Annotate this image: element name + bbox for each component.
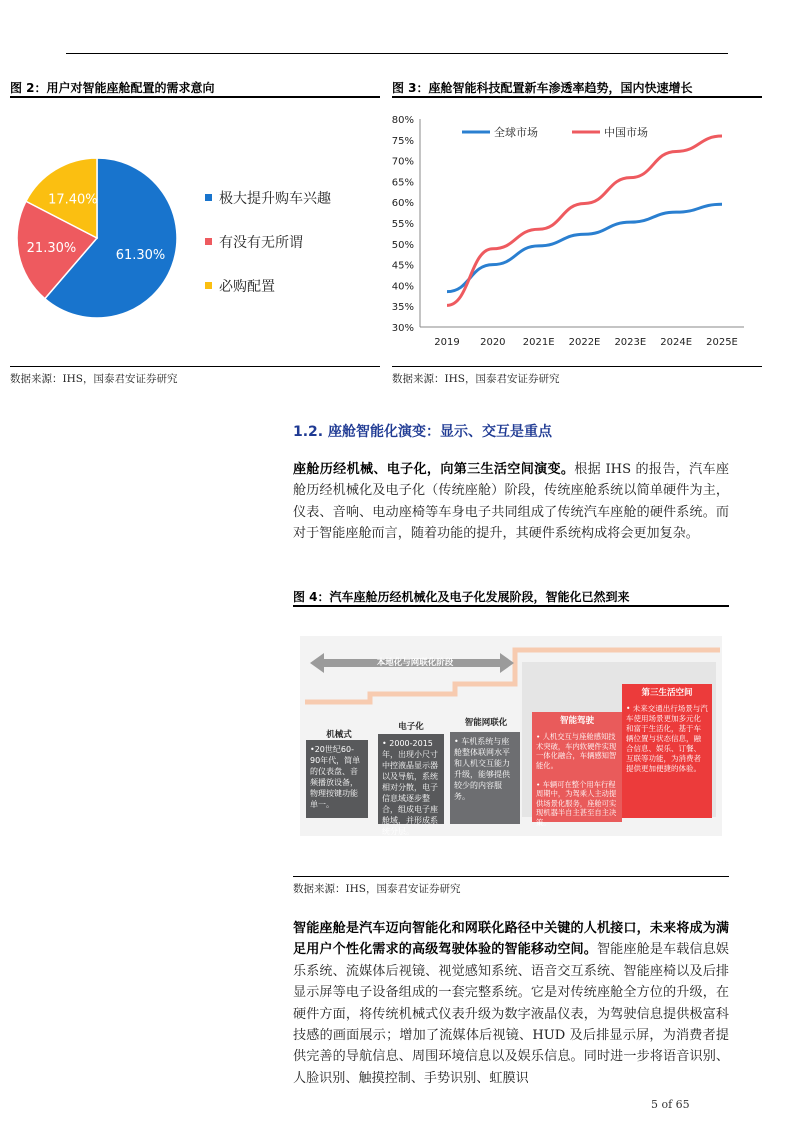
figure4-title-rule (293, 605, 729, 607)
y-tick-label: 35% (391, 302, 414, 314)
figure2-bottom-rule (10, 366, 380, 367)
y-tick-label: 80% (391, 115, 414, 126)
figure4-stage-3-title: 智能网联化 (464, 718, 508, 728)
y-tick-label: 50% (391, 239, 414, 251)
figure4-stage-1-title: 机械式 (326, 730, 352, 740)
pie-legend-swatch (205, 238, 212, 245)
pie-legend-label: 必购配置 (219, 279, 275, 295)
x-tick-label: 2025E (706, 337, 738, 348)
figure3-title: 图 3：座舱智能科技配置新车渗透率趋势，国内快速增长 (392, 81, 693, 95)
figure4-stage-1-box: •20世纪60-90年代，简单的仪表盘、音频播放设备，物理按键功能单一。 (306, 740, 368, 818)
figure3-line-chart (380, 105, 780, 360)
figure4-source: 数据来源：IHS，国泰君安证券研究 (293, 883, 461, 895)
pie-legend-swatch (205, 194, 212, 201)
figure3-source: 数据来源：IHS，国泰君安证券研究 (392, 373, 560, 385)
figure4-stage-2-box: • 2000-2015年，出现小尺寸中控液晶显示器以及导航，系统相对分散，电子信息域逐步整合，组成电子座舱域，并形成系统分层。 (378, 734, 444, 824)
figure4-bottom-rule (293, 876, 729, 877)
y-tick-label: 65% (391, 177, 414, 189)
y-tick-label: 70% (391, 156, 414, 168)
paragraph-cabin-evolution-lead: 座舱历经机械、电子化，向第三生活空间演变。 (293, 462, 575, 477)
line-series-2 (447, 136, 722, 305)
pie-legend-label: 有没有无所谓 (219, 235, 303, 251)
header-rule (66, 53, 728, 54)
figure2-source: 数据来源：IHS，国泰君安证券研究 (10, 373, 178, 385)
figure4-stage-4-title: 智能驾驶 (532, 712, 622, 728)
figure4-stage-4-box: • 人机交互与座舱感知技术突破，车内软硬件实现一体化融合，车辆感知智能化。 • 车辆可在整个用车行程周期中，为驾乘人主动提供场景化服务，座舱可实现机器半自主甚至自主决策。 (532, 728, 622, 822)
paragraph-smart-cabin-body: 智能座舱是车载信息娱乐系统、流媒体后视镜、视觉感知系统、语音交互系统、智能座椅以及后排显示屏等电子设备组成的一套完整系统。它是对传统座舱全方位的升级，在硬件方面，将传统机械式仪表升级为数字液晶仪表，为驾驶信息提供极富科技感的画面展示；增加了流媒体后视镜、HUD 及后排显示屏，为消费者提供完善的导航信息、周围环境信息以及娱乐信息。同时进一步将语音识别、人脸识别、触摸控制、手势识别、虹膜识 (293, 942, 730, 1086)
y-tick-label: 75% (391, 135, 414, 147)
x-tick-label: 2020 (480, 337, 506, 348)
legend-label: 全球市场 (494, 126, 538, 139)
figure2-title-rule (10, 96, 380, 98)
x-tick-label: 2019 (434, 337, 460, 348)
x-tick-label: 2023E (614, 337, 647, 348)
x-tick-label: 2021E (522, 337, 555, 348)
y-tick-label: 55% (391, 219, 414, 230)
figure4-stage-2-title: 电子化 (398, 722, 424, 732)
figure3-bottom-rule (392, 366, 762, 367)
figure4-title: 图 4：汽车座舱历经机械化及电子化发展阶段，智能化已然到来 (293, 590, 630, 604)
pie-slice-label: 21.30% (26, 240, 77, 256)
y-tick-label: 40% (391, 281, 414, 293)
y-tick-label: 45% (391, 260, 414, 272)
pie-legend-label: 极大提升购车兴趣 (219, 191, 331, 207)
x-tick-label: 2022E (568, 337, 601, 348)
y-tick-label: 60% (391, 198, 414, 210)
paragraph-smart-cabin-lead: 智能座舱是汽车迈向智能化和网联化路径中关键的人机接口，未来将成为满足用户个性化需求的高级驾驶体验的智能移动空间。 (293, 921, 729, 958)
figure2-pie-chart (0, 130, 380, 350)
line-series-1 (447, 204, 722, 291)
paragraph-smart-cabin (293, 918, 729, 1089)
figure3-title-rule (392, 96, 762, 98)
figure4-diagram (300, 636, 722, 836)
legend-label: 中国市场 (604, 126, 648, 139)
paragraph-cabin-evolution (293, 459, 729, 545)
section-title: 1.2. 座舱智能化演变：显示、交互是重点 (293, 424, 552, 440)
figure4-stage-3-box: • 车机系统与座舱整体联网水平和人机交互能力升级，能够提供较少的内容服务。 (450, 732, 520, 824)
figure2-title: 图 2：用户对智能座舱配置的需求意向 (10, 81, 215, 95)
y-tick-label: 30% (391, 323, 414, 334)
paragraph-cabin-evolution-body: 根据 IHS 的报告，汽车座舱历经机械化及电子化（传统座舱）阶段，传统座舱系统以简单硬件为主，仪表、音响、电动座椅等车身电子共同组成了传统汽车座舱的硬件系统。而对于智能座舱而言，随着功能的提升，其硬件系统构成将会更加复杂。 (293, 462, 729, 542)
x-tick-label: 2024E (660, 337, 693, 348)
figure4-arrow-label: 本地化与网联化阶段 (376, 658, 454, 668)
pie-slice-label: 17.40% (48, 192, 98, 208)
pie-legend-swatch (205, 282, 212, 289)
figure4-stage-5-title: 第三生活空间 (622, 684, 712, 700)
figure4-stage-5-box: • 未来交通出行场景与汽车使用场景更加多元化和富于生活化，基于车辆位置与状态信息，融合信息、娱乐、订餐、互联等功能，为消费者提供更加便捷的体验。 (622, 700, 712, 818)
page-number: 5 of 65 (651, 1098, 690, 1111)
pie-slice-label: 61.30% (115, 248, 166, 264)
